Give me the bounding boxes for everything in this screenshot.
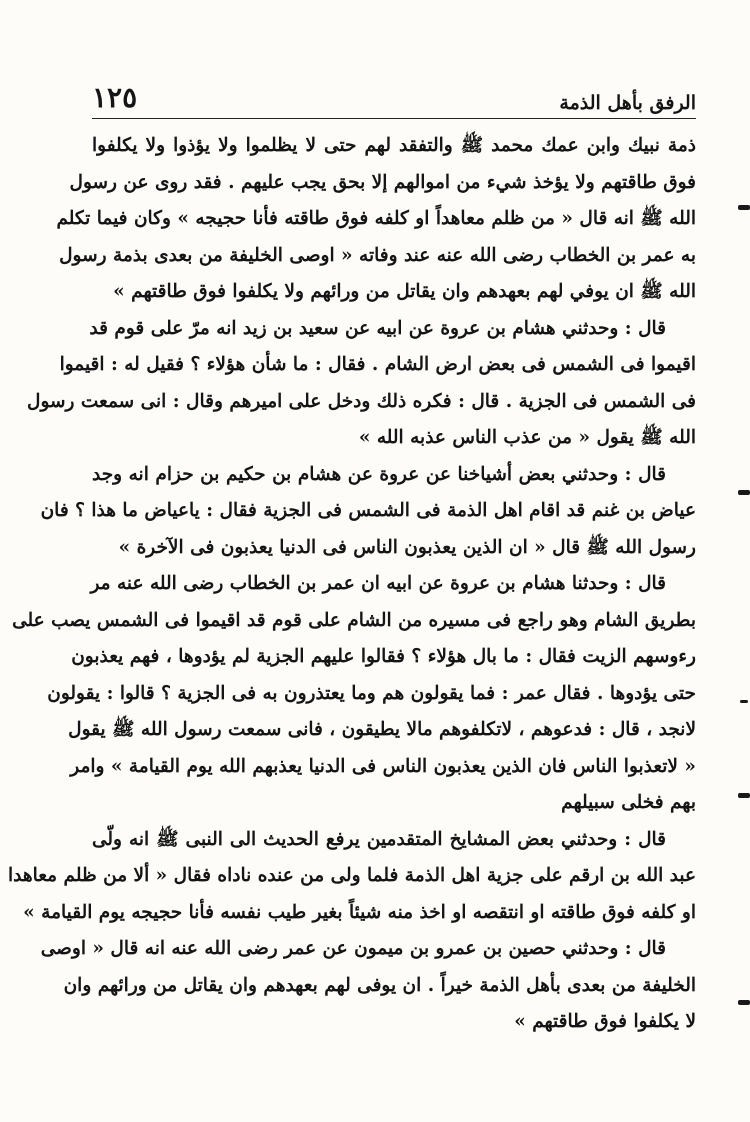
text-line: عبد الله بن ارقم على جزية اهل الذمة فلما ولى من عنده ناداه فقال « ألا من ظلم معاهدا xyxy=(8,865,696,886)
margin-mark xyxy=(738,205,750,210)
text-line: فى الشمس فى الجزية . قال : فكره ذلك ودخل على اميرهم وقال : انى سمعت رسول xyxy=(27,390,696,412)
text-line: الله ﷺ ان يوفي لهم بعهدهم وان يقاتل من ورائهم ولا يكلفوا فوق طاقتهم » xyxy=(113,281,696,302)
text-line: رسول الله ﷺ قال « ان الذين يعذبون الناس فى الدنيا يعذبون فى الآخرة » xyxy=(118,536,696,558)
text-line: لانجد ، قال : فدعوهم ، لاتكلفوهم مالا يطيقون ، فانى سمعت رسول الله ﷺ يقول xyxy=(68,719,696,740)
margin-mark xyxy=(738,793,750,798)
text-line: حتى يؤدوها . فقال عمر : فما يقولون هم وما يعتذرون به فى الجزية ؟ قالوا : يقولون xyxy=(47,682,696,704)
text-line: ذمة نبيك وابن عمك محمد ﷺ والتفقد لهم حتى لا يظلموا ولا يؤذوا ولا يكلفوا xyxy=(92,135,696,156)
text-line: الخليفة من بعدى بأهل الذمة خيراً . ان يوفى لهم بعهدهم وان يقاتل من ورائهم وان xyxy=(63,974,696,996)
text-line: الله ﷺ يقول « من عذب الناس عذبه الله » xyxy=(358,427,696,448)
header-rule xyxy=(92,118,696,119)
text-line: قال : وحدثني هشام بن عروة عن ابيه عن سعيد بن زيد انه مرّ على قوم قد xyxy=(89,317,666,339)
text-line: رءوسهم الزيت فقال : ما بال هؤلاء ؟ فقالوا عليهم الجزية لم يؤدوها ، فهم يعذبون xyxy=(71,646,696,667)
text-line: او كلفه فوق طاقته او انتقصه او اخذ منه شيئاً بغير طيب نفسه فأنا حجيجه يوم القيامة » xyxy=(23,901,696,923)
margin-mark xyxy=(740,700,748,703)
text-line: لا يكلفوا فوق طاقتهم » xyxy=(514,1011,696,1032)
text-line: قال : وحدثنا هشام بن عروة عن ابيه ان عمر بن الخطاب رضى الله عنه مر xyxy=(90,573,666,594)
text-line: الله ﷺ انه قال « من ظلم معاهداً او كلفه فوق طاقته فأنا حجيجه » وكان فيما تكلم xyxy=(56,208,696,229)
text-line: قال : وحدثني بعض المشايخ المتقدمين يرفع الحديث الى النبى ﷺ انه ولّى xyxy=(92,828,666,850)
page-body-text xyxy=(8,128,696,1041)
running-title: الرفق بأهل الذمة xyxy=(559,92,696,114)
margin-mark xyxy=(738,490,750,495)
text-line: به عمر بن الخطاب رضى الله عنه عند وفاته « اوصى الخليفة من بعدى بذمة رسول xyxy=(59,244,696,266)
text-line: قال : وحدثني بعض أشياخنا عن عروة عن هشام بن حكيم بن حزام انه وجد xyxy=(92,463,666,485)
text-line: بهم فخلى سبيلهم xyxy=(561,792,696,813)
text-line: عياض بن غنم قد اقام اهل الذمة فى الشمس فى الجزية فقال : ياعياض ما هذا ؟ فان xyxy=(40,500,696,521)
text-line: قال : وحدثني حصين بن عمرو بن ميمون عن عمر رضى الله عنه انه قال « اوصى xyxy=(40,938,666,959)
margin-mark xyxy=(738,1000,750,1005)
text-line: فوق طاقتهم ولا يؤخذ شيء من اموالهم إلا بحق يجب عليهم . فقد روى عن رسول xyxy=(69,171,696,193)
text-line: اقيموا فى الشمس فى بعض ارض الشام . فقال : ما شأن هؤلاء ؟ فقيل له : اقيموا xyxy=(59,354,696,375)
text-line: « لاتعذبوا الناس فان الذين يعذبون الناس فى الدنيا يعذبهم الله يوم القيامة » وامر xyxy=(70,755,696,777)
page-header xyxy=(92,74,696,114)
page-number: ١٢٥ xyxy=(92,81,138,114)
text-line: بطريق الشام وهو راجع فى مسيره من الشام على قوم قد اقيموا فى الشمس يصب على xyxy=(12,609,696,631)
